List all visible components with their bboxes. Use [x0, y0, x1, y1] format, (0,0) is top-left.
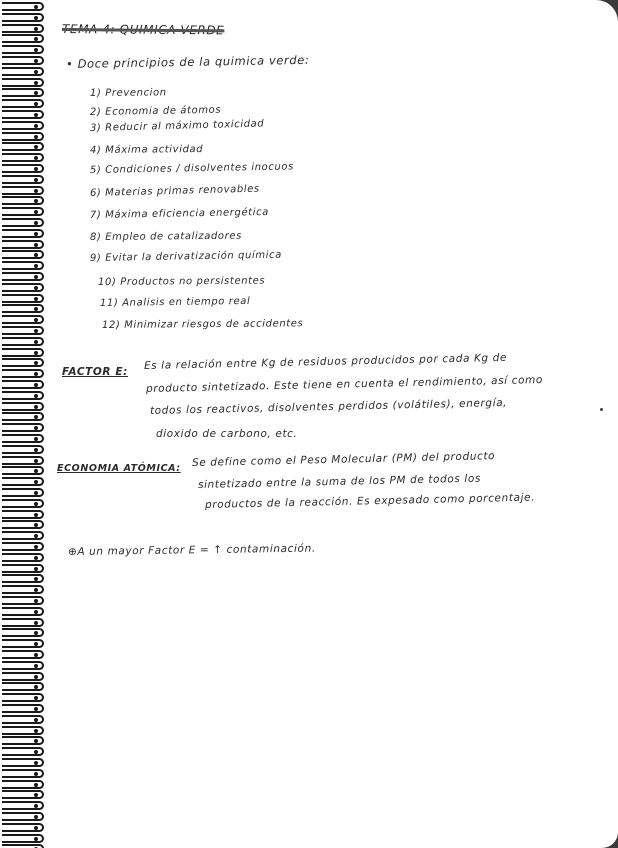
- binding-hole: [34, 707, 38, 711]
- binding-hole: [34, 27, 38, 31]
- economia-atomica-line: sintetizado entre la suma de los PM de todos los: [197, 472, 482, 491]
- binding-hole: [34, 286, 38, 290]
- binding-hole: [34, 545, 38, 549]
- spiral-binding: [0, 0, 50, 848]
- principle-item: 9) Evitar la derivatización química: [89, 249, 282, 264]
- binding-hole: [34, 761, 38, 765]
- binding-hole: [34, 59, 38, 63]
- binding-hole: [34, 243, 38, 247]
- binding-hole: [34, 297, 38, 301]
- binding-hole: [34, 275, 38, 279]
- binding-hole: [34, 621, 38, 625]
- binding-hole: [34, 459, 38, 463]
- economia-atomica-label: ECONOMIA ATÓMICA:: [57, 463, 181, 474]
- binding-hole: [34, 81, 38, 85]
- economia-atomica-line: Se define como el Peso Molecular (PM) del producto: [191, 450, 496, 469]
- binding-hole: [34, 837, 38, 841]
- binding-hole: [34, 826, 38, 830]
- binding-hole: [34, 729, 38, 733]
- binding-hole: [34, 718, 38, 722]
- binding-hole: [34, 383, 38, 387]
- binding-hole: [34, 113, 38, 117]
- principle-item: 8) Empleo de catalizadores: [89, 230, 242, 243]
- principle-item: 3) Reducir al máximo toxicidad: [89, 118, 265, 134]
- binding-hole: [34, 16, 38, 20]
- principle-item: 6) Materias primas renovables: [89, 183, 260, 199]
- binding-hole: [34, 5, 38, 9]
- economia-atomica-line: productos de la reacción. Es expesado como porcentaje.: [204, 491, 536, 511]
- binding-hole: [34, 610, 38, 614]
- binding-hole: [34, 513, 38, 517]
- factor-e-line: todos los reactivos, disolventes perdidos (volátiles), energía,: [149, 396, 508, 417]
- binding-hole: [34, 124, 38, 128]
- binding-hole: [34, 135, 38, 139]
- binding-hole: [34, 437, 38, 441]
- factor-e-line: producto sintetizado. Este tiene en cuenta el rendimiento, así como: [145, 373, 544, 395]
- ink-dot: [600, 408, 603, 411]
- binding-hole: [34, 329, 38, 333]
- principle-item: 2) Economia de átomos: [89, 104, 222, 118]
- binding-hole: [34, 394, 38, 398]
- binding-hole: [34, 491, 38, 495]
- principle-item: 4) Máxima actividad: [89, 144, 204, 156]
- binding-hole: [34, 502, 38, 506]
- principle-item: 10) Productos no persistentes: [97, 275, 266, 288]
- principles-intro: • Doce principios de la quimica verde:: [65, 52, 310, 71]
- binding-hole: [34, 772, 38, 776]
- binding-hole: [34, 675, 38, 679]
- binding-hole: [34, 178, 38, 182]
- page-title: TEMA 4: QUIMICA VERDE: [61, 22, 225, 38]
- principle-item: 1) Prevencion: [89, 87, 167, 99]
- contamination-note: ⊕A un mayor Factor E = ↑ contaminación.: [67, 542, 316, 558]
- binding-hole: [34, 70, 38, 74]
- factor-e-line: Es la relación entre Kg de residuos producidos por cada Kg de: [143, 351, 508, 372]
- binding-hole: [34, 405, 38, 409]
- factor-e-label: FACTOR E:: [62, 366, 128, 378]
- binding-hole: [34, 351, 38, 355]
- binding-hole: [34, 448, 38, 452]
- principle-item: 7) Máxima eficiencia energética: [89, 206, 270, 221]
- binding-hole: [34, 556, 38, 560]
- principle-item: 11) Analisis en tiempo real: [99, 295, 251, 309]
- binding-hole: [34, 815, 38, 819]
- binding-hole: [34, 653, 38, 657]
- binding-hole: [34, 340, 38, 344]
- principle-item: 12) Minimizar riesgos de accidentes: [101, 318, 304, 331]
- binding-hole: [34, 783, 38, 787]
- binding-hole: [34, 189, 38, 193]
- binding-hole: [34, 664, 38, 668]
- binding-hole: [34, 567, 38, 571]
- principle-item: 5) Condiciones / disolventes inocuos: [89, 161, 295, 176]
- factor-e-line: dioxido de carbono, etc.: [156, 428, 298, 440]
- binding-hole: [34, 167, 38, 171]
- binding-hole: [34, 232, 38, 236]
- binding-hole: [34, 221, 38, 225]
- binding-hole: [34, 599, 38, 603]
